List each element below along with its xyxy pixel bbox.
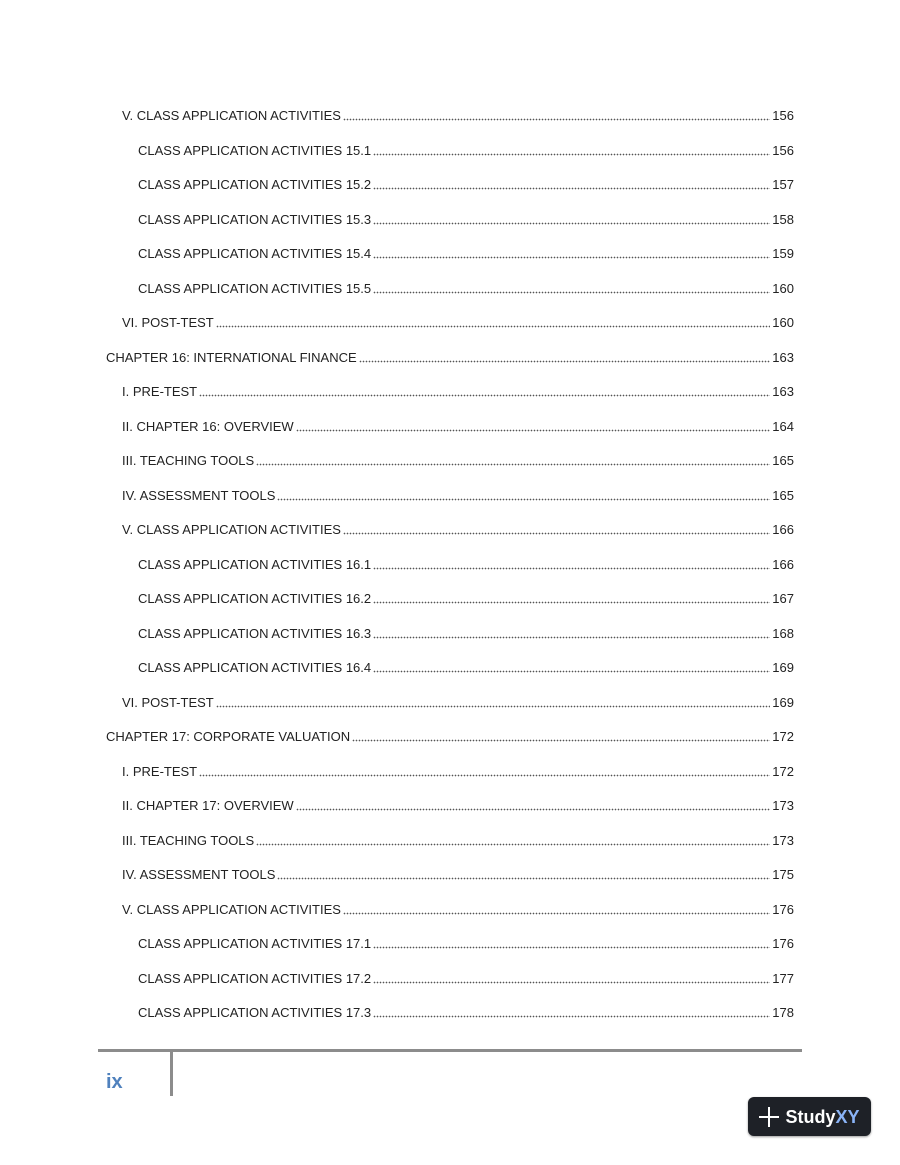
toc-entry[interactable] xyxy=(0,727,900,747)
toc-entry-line xyxy=(138,1003,794,1023)
toc-entry-title: CLASS APPLICATION ACTIVITIES 15.5 xyxy=(138,280,372,296)
dot-leader xyxy=(373,1015,770,1018)
toc-entry[interactable] xyxy=(0,520,900,540)
dot-leader xyxy=(343,912,770,915)
toc-entry-line xyxy=(106,727,794,747)
toc-entry-page: 169 xyxy=(772,660,794,675)
toc-entry[interactable] xyxy=(0,313,900,333)
toc-entry-line xyxy=(138,210,794,230)
toc-entry-line xyxy=(138,141,794,161)
toc-entry-title: CLASS APPLICATION ACTIVITIES 15.4 xyxy=(138,246,372,261)
toc-entry-line xyxy=(106,348,794,368)
toc-entry-page: 167 xyxy=(772,591,794,606)
dot-leader xyxy=(216,705,771,708)
toc-entry[interactable] xyxy=(0,934,900,954)
dot-leader xyxy=(199,774,770,777)
toc-entry-title: III. TEACHING TOOLS xyxy=(122,453,255,468)
toc-entry-line xyxy=(122,831,794,851)
brand-name xyxy=(785,1107,859,1127)
toc-entry[interactable] xyxy=(0,693,900,713)
dot-leader xyxy=(343,532,770,535)
toc-entry-title: CLASS APPLICATION ACTIVITIES 16.2 xyxy=(138,591,372,606)
dot-leader xyxy=(277,498,770,501)
brand-name-study: Study xyxy=(785,1106,836,1127)
toc-entry[interactable] xyxy=(0,279,900,299)
toc-entry-page: 156 xyxy=(772,142,794,158)
dot-leader xyxy=(296,429,771,432)
toc-entry-page: 169 xyxy=(772,694,794,710)
dot-leader xyxy=(373,291,770,294)
toc-entry[interactable] xyxy=(0,831,900,851)
toc-entry-title: CLASS APPLICATION ACTIVITIES 17.1 xyxy=(138,936,372,951)
toc-entry-line xyxy=(122,417,794,437)
toc-entry-title: CLASS APPLICATION ACTIVITIES 15.1 xyxy=(138,142,372,158)
toc-entry[interactable] xyxy=(0,348,900,368)
dot-leader xyxy=(216,325,771,328)
toc-entry-page: 160 xyxy=(772,280,794,296)
toc-entry-title: CLASS APPLICATION ACTIVITIES 17.2 xyxy=(138,970,372,986)
toc-entry[interactable] xyxy=(0,969,900,989)
toc-entry-title: CLASS APPLICATION ACTIVITIES 16.3 xyxy=(138,625,372,641)
toc-entry-line xyxy=(138,624,794,644)
dot-leader xyxy=(373,946,770,949)
dot-leader xyxy=(343,118,770,121)
toc-entry-line xyxy=(122,382,794,402)
dot-leader xyxy=(373,567,770,570)
toc-entry-title: II. CHAPTER 16: OVERVIEW xyxy=(122,418,294,434)
toc-entry[interactable] xyxy=(0,796,900,816)
toc-entry-page: 160 xyxy=(772,315,794,330)
toc-entry-line xyxy=(122,520,794,540)
toc-entry-page: 168 xyxy=(772,625,794,641)
toc-entry-title: IV. ASSESSMENT TOOLS xyxy=(122,867,276,882)
toc-entry-title: III. TEACHING TOOLS xyxy=(122,832,255,848)
toc-entry[interactable] xyxy=(0,244,900,264)
toc-entry-page: 166 xyxy=(772,522,794,537)
toc-entry-page: 175 xyxy=(772,867,794,882)
toc-entry-line xyxy=(122,486,794,506)
toc-entry-title: CHAPTER 17: CORPORATE VALUATION xyxy=(106,729,351,744)
plus-icon xyxy=(759,1107,779,1127)
toc-entry-page: 165 xyxy=(772,487,794,503)
studyxy-badge[interactable] xyxy=(748,1097,871,1136)
toc-entry-title: CLASS APPLICATION ACTIVITIES 17.3 xyxy=(138,1005,372,1020)
dot-leader xyxy=(373,601,770,604)
dot-leader xyxy=(256,843,770,846)
toc-entry-line xyxy=(138,555,794,575)
toc-entry-page: 163 xyxy=(772,349,794,365)
toc-entry-page: 178 xyxy=(772,1005,794,1020)
toc-entry-title: IV. ASSESSMENT TOOLS xyxy=(122,487,276,503)
toc-entry-title: I. PRE-TEST xyxy=(122,384,198,399)
toc-entry[interactable] xyxy=(0,555,900,575)
toc-entry[interactable] xyxy=(0,417,900,437)
toc-entry-title: II. CHAPTER 17: OVERVIEW xyxy=(122,798,294,813)
toc-entry-page: 173 xyxy=(772,798,794,813)
toc-entry-line xyxy=(138,969,794,989)
dot-leader xyxy=(256,463,770,466)
toc-entry-line xyxy=(122,106,794,126)
toc-entry[interactable] xyxy=(0,106,900,126)
toc-entry[interactable] xyxy=(0,486,900,506)
brand-name-xy: XY xyxy=(835,1106,860,1127)
toc-entry-page: 159 xyxy=(772,246,794,261)
toc-entry-page: 173 xyxy=(772,832,794,848)
toc-entry-line xyxy=(138,589,794,609)
toc-entry-page: 176 xyxy=(772,901,794,917)
dot-leader xyxy=(277,877,770,880)
toc-entry-title: CLASS APPLICATION ACTIVITIES 16.1 xyxy=(138,556,372,572)
toc-entry[interactable] xyxy=(0,1003,900,1023)
toc-entry[interactable] xyxy=(0,382,900,402)
footer-rule xyxy=(98,1049,802,1052)
toc-entry-title: V. CLASS APPLICATION ACTIVITIES xyxy=(122,108,341,123)
dot-leader xyxy=(373,153,770,156)
toc-entry-line xyxy=(138,175,794,195)
toc-entry[interactable] xyxy=(0,175,900,195)
toc-entry[interactable] xyxy=(0,210,900,230)
toc-entry-page: 166 xyxy=(772,556,794,572)
toc-entry-line xyxy=(122,693,794,713)
dot-leader xyxy=(296,808,771,811)
toc-entry-line xyxy=(122,313,794,333)
toc-entry[interactable] xyxy=(0,900,900,920)
toc-entry-title: VI. POST-TEST xyxy=(122,694,214,710)
toc-entry-line xyxy=(138,279,794,299)
toc-entry[interactable] xyxy=(0,141,900,161)
toc-entry-line xyxy=(122,451,794,471)
toc-entry-page: 172 xyxy=(772,763,794,779)
toc-entry-title: V. CLASS APPLICATION ACTIVITIES xyxy=(122,522,341,537)
toc-entry-title: CHAPTER 16: INTERNATIONAL FINANCE xyxy=(106,349,357,365)
toc-entry-line xyxy=(122,762,794,782)
toc-entry[interactable] xyxy=(0,658,900,678)
toc-entry-title: VI. POST-TEST xyxy=(122,315,214,330)
toc-entry-title: CLASS APPLICATION ACTIVITIES 16.4 xyxy=(138,660,372,675)
page-number: ix xyxy=(106,1071,123,1093)
toc-entry-title: CLASS APPLICATION ACTIVITIES 15.3 xyxy=(138,211,372,227)
dot-leader xyxy=(373,187,770,190)
toc-entry-page: 176 xyxy=(772,936,794,951)
toc-entry-page: 163 xyxy=(772,384,794,399)
toc-entry-page: 157 xyxy=(772,177,794,192)
toc-entry-line xyxy=(138,934,794,954)
toc-entry-title: V. CLASS APPLICATION ACTIVITIES xyxy=(122,901,341,917)
toc-entry[interactable] xyxy=(0,589,900,609)
toc-entry-page: 172 xyxy=(772,729,794,744)
toc-entry-title: I. PRE-TEST xyxy=(122,763,198,779)
dot-leader xyxy=(373,981,770,984)
toc-entry-line xyxy=(122,796,794,816)
toc-entry-page: 164 xyxy=(772,418,794,434)
toc-entry[interactable] xyxy=(0,762,900,782)
toc-entry-page: 165 xyxy=(772,453,794,468)
toc-entry-title: CLASS APPLICATION ACTIVITIES 15.2 xyxy=(138,177,372,192)
dot-leader xyxy=(199,394,770,397)
toc-entry-page: 158 xyxy=(772,211,794,227)
toc-entry[interactable] xyxy=(0,624,900,644)
toc-entry-line xyxy=(122,865,794,885)
footer-vertical-rule xyxy=(170,1049,173,1096)
dot-leader xyxy=(373,670,770,673)
dot-leader xyxy=(373,256,770,259)
toc-entry-page: 177 xyxy=(772,970,794,986)
toc-entry-page: 156 xyxy=(772,108,794,123)
dot-leader xyxy=(373,636,770,639)
toc-entry-line xyxy=(138,244,794,264)
toc-entry-line xyxy=(138,658,794,678)
toc-entry[interactable] xyxy=(0,865,900,885)
toc-entry-line xyxy=(122,900,794,920)
dot-leader xyxy=(373,222,770,225)
dot-leader xyxy=(359,360,771,363)
dot-leader xyxy=(352,739,770,742)
toc-entry[interactable] xyxy=(0,451,900,471)
